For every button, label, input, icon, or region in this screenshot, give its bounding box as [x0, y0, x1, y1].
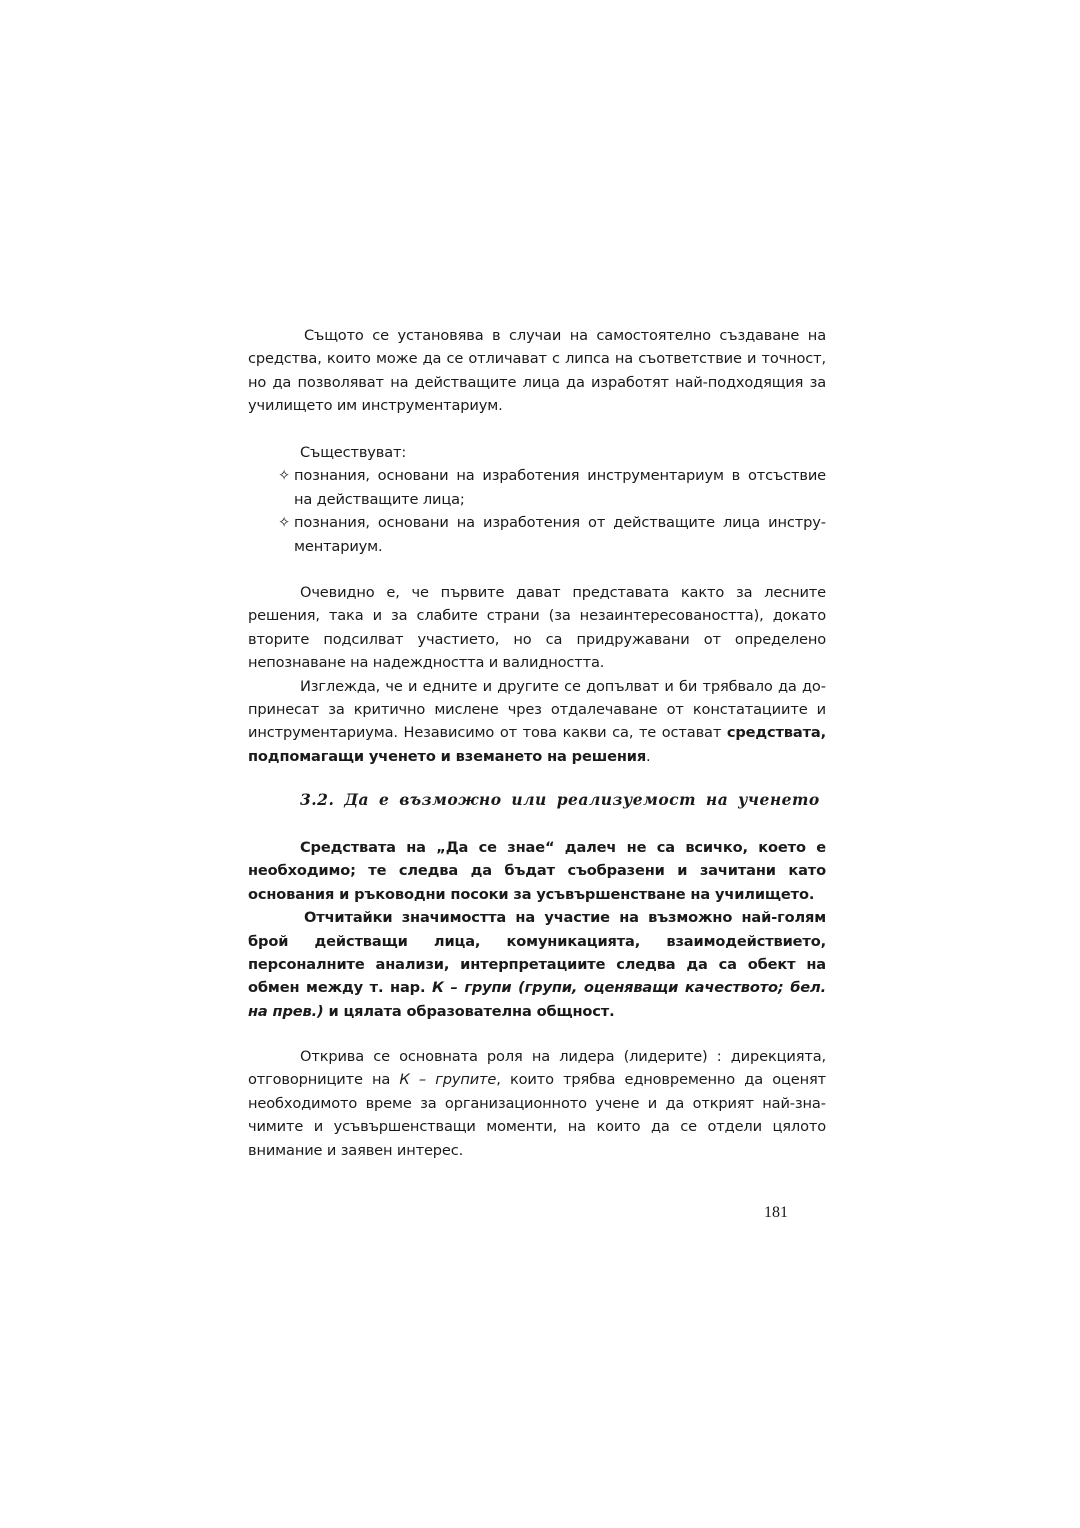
- bold-paragraph-considering: [248, 906, 826, 1023]
- paragraph-block-1: [248, 324, 826, 418]
- bold-paragraph-considering-text: Отчитайки значимостта на участие на възможно най-голям брой действащи лица, комуникацията, взаимодействието, персоналните анализи, интерпретациите следва да са обект на обмен между т. нар.: [248, 909, 826, 997]
- paragraph-it-seems-end: .: [646, 747, 651, 765]
- paragraph-self-created-tools: Същото се установява в случаи на самостоятелно създаване на средства, които може да се отличават с липса на съответствие и точност, но да позволяват на действащите лица да изработят най-подходящия за училището им инструментариум.: [248, 327, 826, 415]
- sparkle-icon: ✧: [278, 514, 291, 532]
- exist-intro: Съществуват:: [300, 444, 407, 461]
- bold-paragraph-considering-end: и цялата образователна общност.: [323, 1002, 615, 1020]
- section-heading: 3.2. Да е възможно или реализуемост на ученето: [300, 790, 820, 809]
- paragraph-leaders-end: , които трябва едновременно да оценят необходимото време за организационното учене и да открият най-значимите и усъвършенстващи моменти, на които да се отдели цялото внимание и заявен интерес.: [248, 1071, 827, 1159]
- paragraph-it-seems-text: Изглежда, че и едните и другите се допълват и би трябвало да допринесат за критично мислене чрез отдалечаване от констатациите и инструментариума. Независимо от това какви са, те остават: [248, 677, 826, 742]
- bullet-text: познания, основани на изработения инструментариум в отсъствие на действащите лица;: [294, 467, 826, 508]
- bullet-block: [248, 441, 826, 558]
- bold-paragraph-considering-italic: К – групи (групи, оценяващи качеството; бел. на прев.): [248, 979, 826, 1020]
- paragraph-leaders-italic: К – групите: [399, 1071, 497, 1089]
- bold-paragraph-to-know: Средствата на „Да се знае“ далеч не са всичко, което е необходимо; те следва да бъдат съобразени и зачитани като основания и ръководни посоки за усъвършенстване на училището.: [248, 839, 826, 903]
- paragraph-block-3: [248, 1045, 826, 1162]
- page-number: 181: [764, 1204, 788, 1221]
- list-item: [248, 464, 826, 511]
- paragraph-obviously: Очевидно е, че първите дават представата както за лесните решения, така и за слабите страни (за незаинтересоваността), докато вторите подсилват участието, но са придружавани от определено непознаване на надеждността и валидността.: [248, 584, 826, 672]
- paragraph-it-seems-bold: средствата, подпомагащи ученето и вземането на решения: [248, 724, 826, 765]
- paragraph-it-seems: [248, 675, 826, 769]
- paragraph-block-2: [248, 581, 826, 768]
- paragraph-leaders-text: Открива се основната роля на лидера (лидерите) : дирекцията, отговорниците на: [248, 1048, 826, 1089]
- list-item: [248, 511, 826, 558]
- sparkle-icon: ✧: [278, 467, 291, 485]
- bold-block: [248, 836, 826, 1023]
- paragraph-leaders: [248, 1045, 826, 1162]
- bullet-text: познания, основани на изработения от действащите лица инструментариум.: [294, 514, 826, 555]
